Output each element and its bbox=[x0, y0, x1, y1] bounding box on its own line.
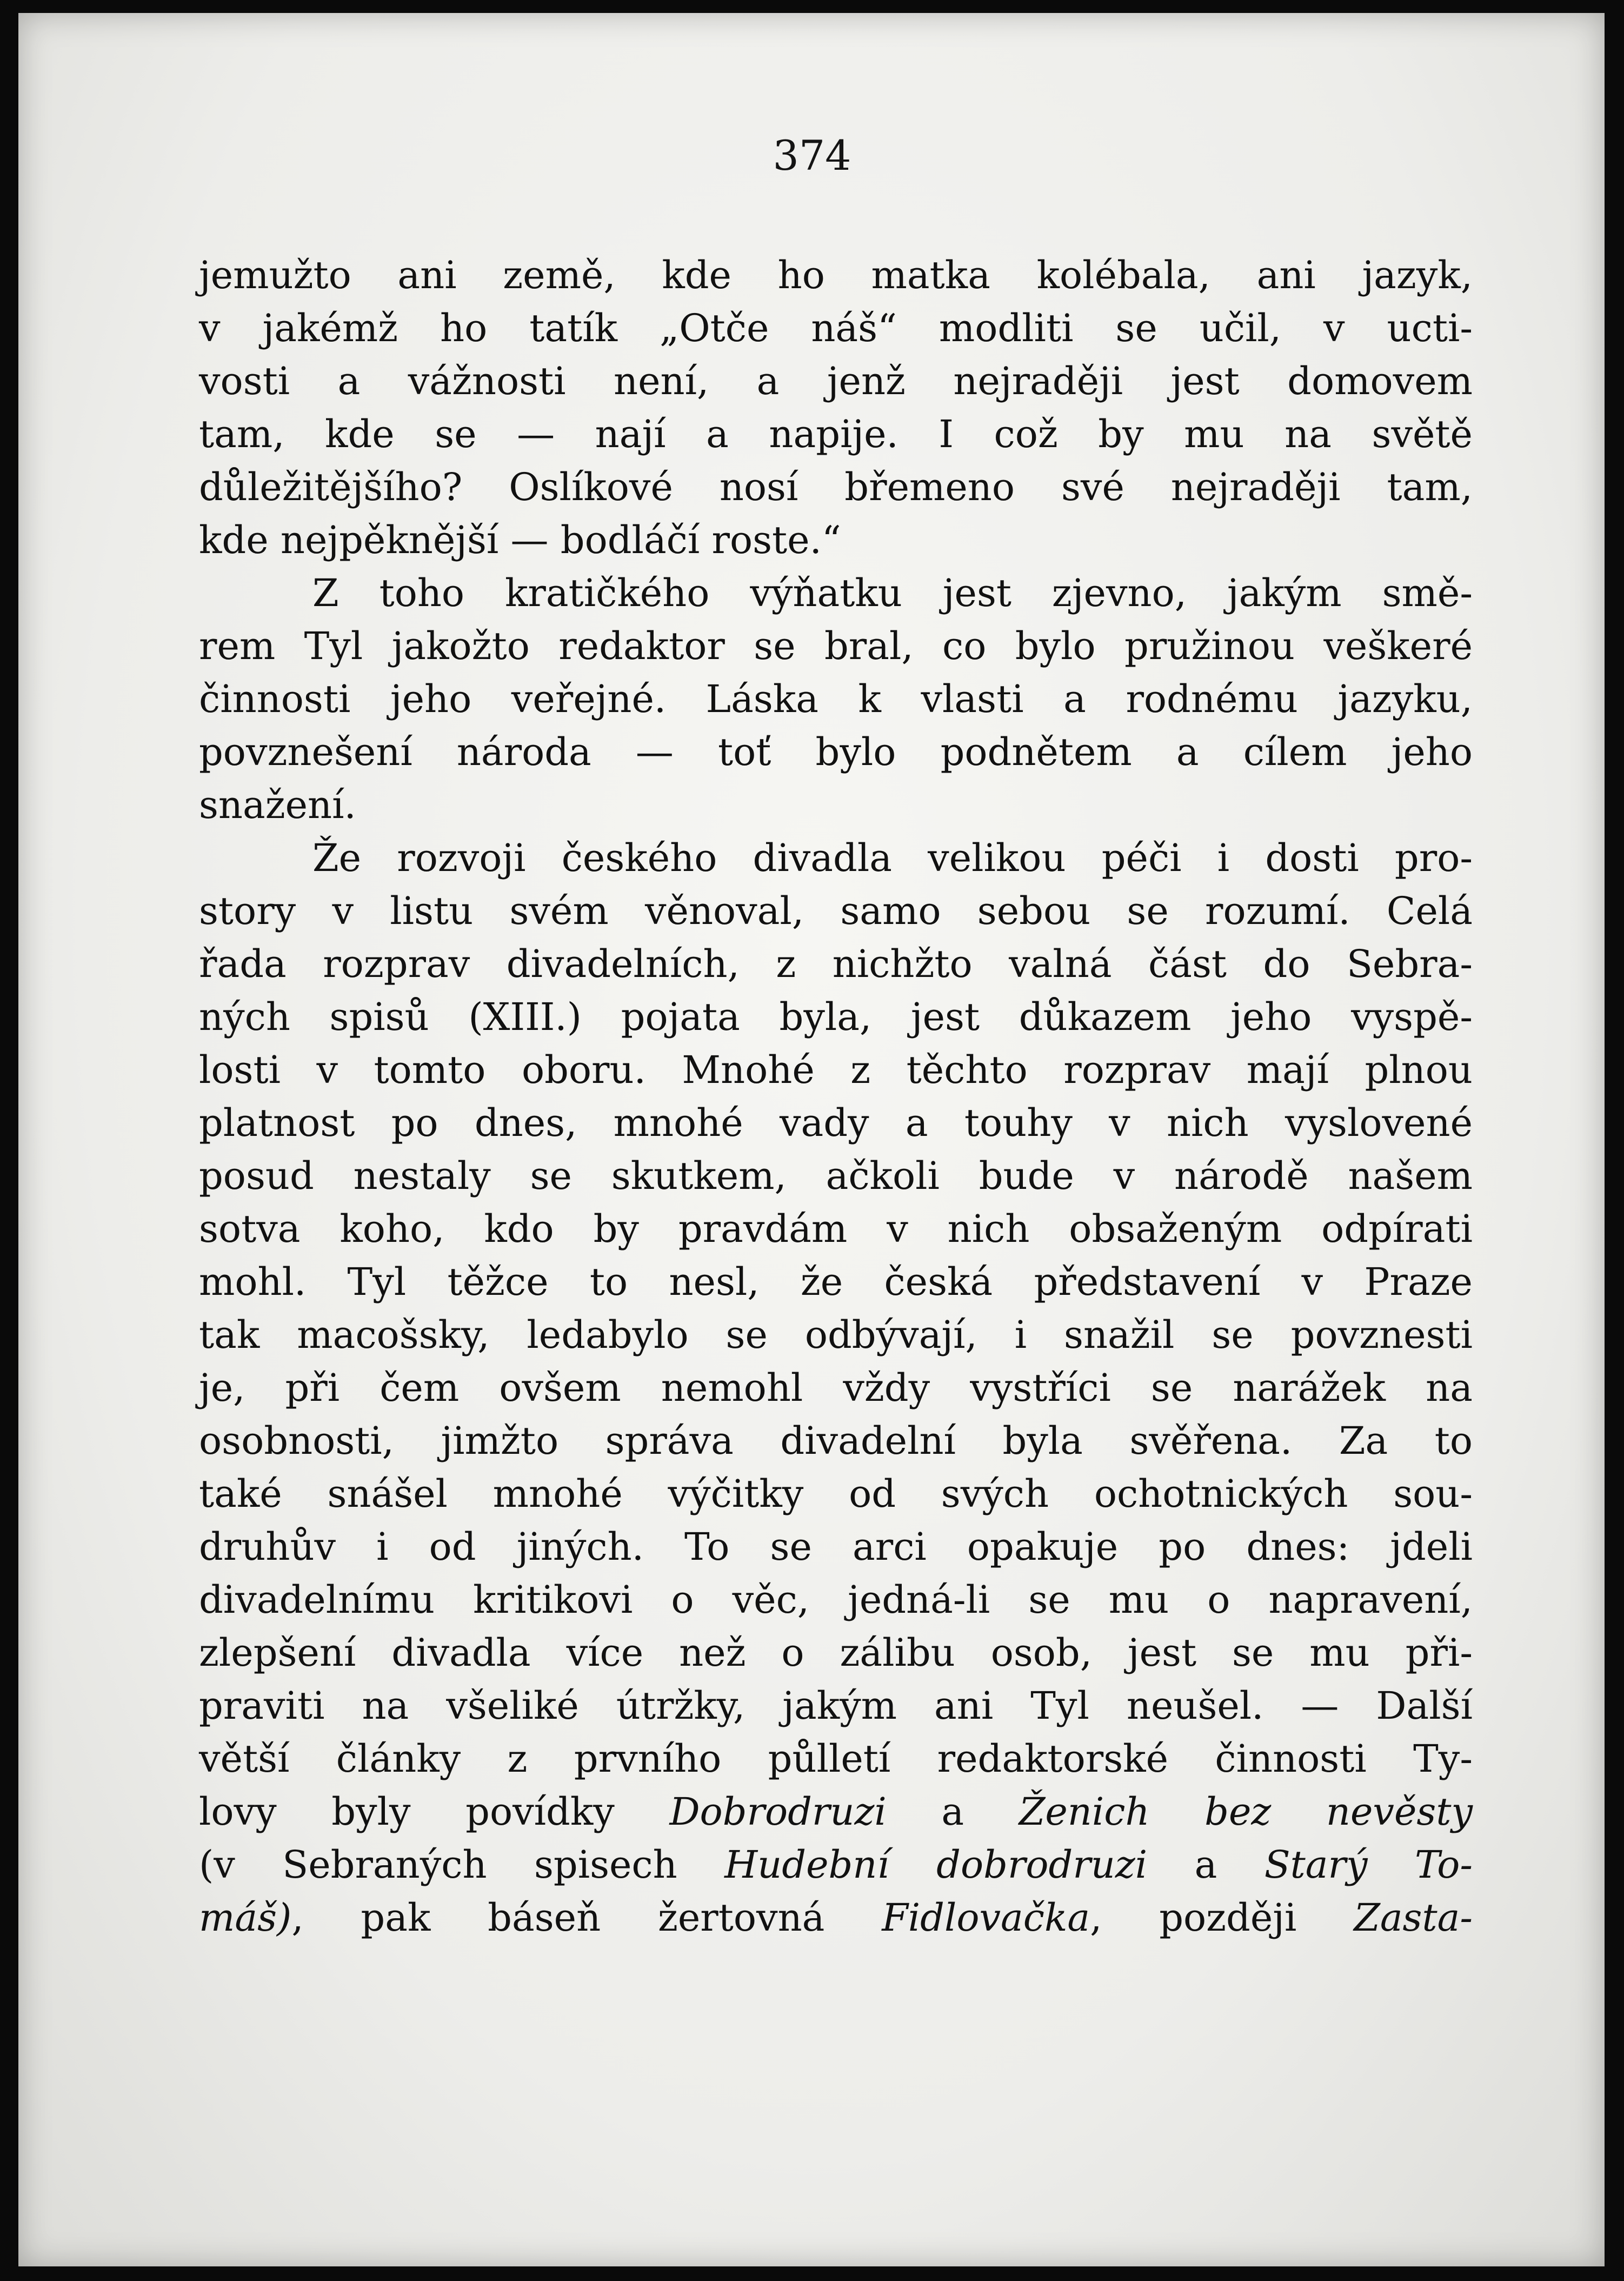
line-text: činnosti jeho veřejné. Láska k vlasti a rodnému jazyku, bbox=[199, 677, 1473, 721]
line-text: druhův i od jiných. To se arci opakuje po dnes: jdeli bbox=[199, 1525, 1473, 1569]
line-text: losti v tomto oboru. Mnohé z těchto rozprav mají plnou bbox=[199, 1048, 1473, 1092]
line-text: rem Tyl jakožto redaktor se bral, co bylo pružinou veškeré bbox=[199, 624, 1473, 668]
line-text: lovy byly povídky bbox=[199, 1790, 670, 1834]
line-text: posud nestaly se skutkem, ačkoli bude v národě našem bbox=[199, 1154, 1473, 1198]
line-text: osobnosti, jimžto správa divadelní byla svěřena. Za to bbox=[199, 1419, 1473, 1463]
text-line bbox=[199, 1732, 1473, 1785]
line-text: tam, kde se — nají a napije. I což by mu na světě bbox=[199, 412, 1473, 456]
text-line bbox=[199, 1467, 1473, 1520]
line-text: Že rozvoji českého divadla velikou péči i dosti pro- bbox=[312, 836, 1473, 880]
line-text: mohl. Tyl těžce to nesl, že česká představení v Praze bbox=[199, 1260, 1473, 1304]
text-line bbox=[199, 1096, 1473, 1149]
line-text: , pak báseň žertovná bbox=[291, 1896, 882, 1940]
line-text: důležitějšího? Oslíkové nosí břemeno své nejraději tam, bbox=[199, 465, 1473, 509]
line-text: ných spisů (XIII.) pojata byla, jest důkazem jeho vyspě- bbox=[199, 995, 1473, 1039]
line-text: jemužto ani země, kde ho matka kolébala, ani jazyk, bbox=[199, 253, 1473, 297]
text-line bbox=[199, 1785, 1473, 1838]
line-text: snažení. bbox=[199, 783, 356, 827]
italic-title-text: Zasta- bbox=[1354, 1896, 1473, 1940]
line-text: a bbox=[1147, 1843, 1264, 1887]
line-text: povznešení národa — toť bylo podnětem a cílem jeho bbox=[199, 730, 1473, 774]
text-line bbox=[199, 1838, 1473, 1891]
italic-title-text: Hudební dobrodruzi bbox=[724, 1843, 1148, 1887]
text-line bbox=[199, 620, 1473, 673]
text-line bbox=[199, 832, 1473, 885]
line-text: v jakémž ho tatík „Otče náš“ modliti se učil, v ucti- bbox=[199, 306, 1473, 350]
line-text: tak macošsky, ledabylo se odbývají, i snažil se povznesti bbox=[199, 1313, 1473, 1357]
text-line bbox=[199, 567, 1473, 620]
italic-title-text: Fidlovačka bbox=[882, 1896, 1090, 1940]
line-text: , později bbox=[1090, 1896, 1354, 1940]
italic-title-text: Dobrodruzi bbox=[669, 1790, 887, 1834]
text-line bbox=[199, 1414, 1473, 1467]
body-text bbox=[199, 249, 1473, 1944]
line-text: řada rozprav divadelních, z nichžto valná část do Sebra- bbox=[199, 942, 1473, 986]
line-text: je, při čem ovšem nemohl vždy vystříci se narážek na bbox=[199, 1366, 1473, 1410]
text-line bbox=[199, 249, 1473, 302]
text-line bbox=[199, 355, 1473, 408]
line-text: (v Sebraných spisech bbox=[199, 1843, 725, 1887]
text-line bbox=[199, 1043, 1473, 1096]
text-line bbox=[199, 1573, 1473, 1626]
text-line bbox=[199, 1202, 1473, 1255]
text-line bbox=[199, 726, 1473, 779]
text-line bbox=[199, 1626, 1473, 1679]
text-line bbox=[199, 1361, 1473, 1414]
line-text: a bbox=[886, 1790, 1019, 1834]
page-number: 374 bbox=[773, 131, 851, 179]
italic-title-text: Ženich bez nevěsty bbox=[1019, 1790, 1473, 1834]
line-text: sotva koho, kdo by pravdám v nich obsaženým odpírati bbox=[199, 1207, 1473, 1251]
italic-title-text: Starý To- bbox=[1264, 1843, 1473, 1887]
line-text: kde nejpěknější — bodláčí roste.“ bbox=[199, 518, 841, 562]
italic-title-text: máš) bbox=[199, 1896, 292, 1940]
text-line bbox=[199, 514, 1473, 567]
text-line bbox=[199, 1520, 1473, 1573]
text-line bbox=[199, 1679, 1473, 1732]
text-line bbox=[199, 779, 1473, 832]
text-line bbox=[199, 302, 1473, 355]
text-line bbox=[199, 1149, 1473, 1202]
line-text: také snášel mnohé výčitky od svých ochotnických sou- bbox=[199, 1472, 1473, 1516]
text-line bbox=[199, 673, 1473, 726]
text-line bbox=[199, 408, 1473, 461]
text-line bbox=[199, 1308, 1473, 1361]
text-line bbox=[199, 990, 1473, 1043]
line-text: divadelnímu kritikovi o věc, jedná-li se mu o napravení, bbox=[199, 1578, 1473, 1622]
line-text: větší články z prvního půlletí redaktorské činnosti Ty- bbox=[199, 1737, 1473, 1781]
line-text: platnost po dnes, mnohé vady a touhy v nich vyslovené bbox=[199, 1101, 1473, 1145]
text-line bbox=[199, 461, 1473, 514]
line-text: zlepšení divadla více než o zálibu osob, jest se mu při- bbox=[199, 1631, 1473, 1675]
line-text: vosti a vážnosti není, a jenž nejraději jest domovem bbox=[199, 359, 1473, 403]
text-line bbox=[199, 937, 1473, 990]
line-text: Z toho kratičkého výňatku jest zjevno, jakým smě- bbox=[312, 571, 1473, 615]
text-line bbox=[199, 885, 1473, 937]
line-text: praviti na všeliké útržky, jakým ani Tyl neušel. — Další bbox=[199, 1684, 1473, 1728]
text-line bbox=[199, 1255, 1473, 1308]
line-text: story v listu svém věnoval, samo sebou se rozumí. Celá bbox=[199, 889, 1473, 933]
text-line bbox=[199, 1891, 1473, 1944]
